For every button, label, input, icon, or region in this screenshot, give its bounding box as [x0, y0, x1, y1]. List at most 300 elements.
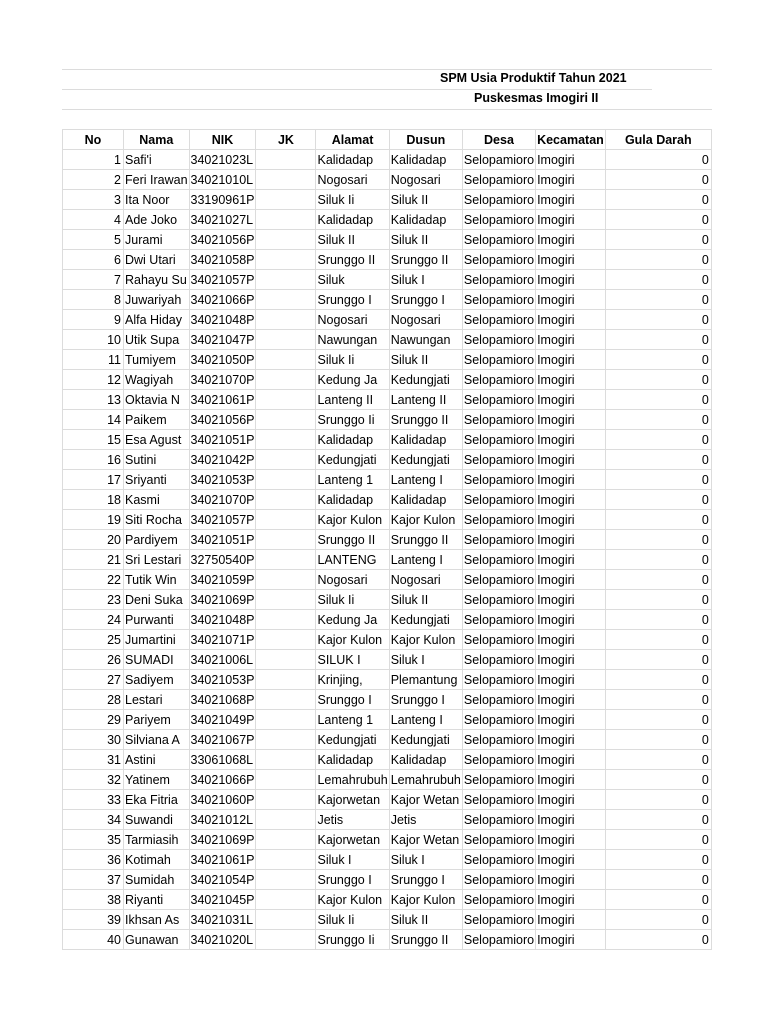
- jk-cell[interactable]: [256, 530, 316, 550]
- desa-cell[interactable]: Selopamioro: [462, 870, 535, 890]
- column-header[interactable]: Alamat: [316, 130, 389, 150]
- name-cell[interactable]: Suwandi: [124, 810, 190, 830]
- desa-cell[interactable]: Selopamioro: [462, 530, 535, 550]
- dusun-cell[interactable]: Lemahrubuh: [389, 770, 462, 790]
- row-number[interactable]: 19: [63, 510, 124, 530]
- alamat-cell[interactable]: Srunggo I: [316, 870, 389, 890]
- desa-cell[interactable]: Selopamioro: [462, 830, 535, 850]
- kecamatan-cell[interactable]: Imogiri: [536, 450, 606, 470]
- gula-darah-cell[interactable]: 0: [605, 570, 711, 590]
- nik-cell[interactable]: 34021042P: [189, 450, 256, 470]
- name-cell[interactable]: Ita Noor: [124, 190, 190, 210]
- dusun-cell[interactable]: Jetis: [389, 810, 462, 830]
- desa-cell[interactable]: Selopamioro: [462, 250, 535, 270]
- dusun-cell[interactable]: Nawungan: [389, 330, 462, 350]
- row-number[interactable]: 14: [63, 410, 124, 430]
- column-header[interactable]: Desa: [462, 130, 535, 150]
- kecamatan-cell[interactable]: Imogiri: [536, 830, 606, 850]
- column-header[interactable]: JK: [256, 130, 316, 150]
- alamat-cell[interactable]: Nawungan: [316, 330, 389, 350]
- gula-darah-cell[interactable]: 0: [605, 230, 711, 250]
- gula-darah-cell[interactable]: 0: [605, 550, 711, 570]
- gula-darah-cell[interactable]: 0: [605, 470, 711, 490]
- nik-cell[interactable]: 34021012L: [189, 810, 256, 830]
- gula-darah-cell[interactable]: 0: [605, 770, 711, 790]
- nik-cell[interactable]: 34021067P: [189, 730, 256, 750]
- alamat-cell[interactable]: Lanteng 1: [316, 470, 389, 490]
- desa-cell[interactable]: Selopamioro: [462, 450, 535, 470]
- desa-cell[interactable]: Selopamioro: [462, 550, 535, 570]
- name-cell[interactable]: Sadiyem: [124, 670, 190, 690]
- column-header[interactable]: No: [63, 130, 124, 150]
- desa-cell[interactable]: Selopamioro: [462, 290, 535, 310]
- alamat-cell[interactable]: Siluk Ii: [316, 190, 389, 210]
- jk-cell[interactable]: [256, 750, 316, 770]
- gula-darah-cell[interactable]: 0: [605, 870, 711, 890]
- dusun-cell[interactable]: Nogosari: [389, 570, 462, 590]
- name-cell[interactable]: Tumiyem: [124, 350, 190, 370]
- row-number[interactable]: 39: [63, 910, 124, 930]
- row-number[interactable]: 40: [63, 930, 124, 950]
- alamat-cell[interactable]: Kajorwetan: [316, 830, 389, 850]
- desa-cell[interactable]: Selopamioro: [462, 710, 535, 730]
- name-cell[interactable]: Safi'i: [124, 150, 190, 170]
- alamat-cell[interactable]: Srunggo Ii: [316, 930, 389, 950]
- desa-cell[interactable]: Selopamioro: [462, 150, 535, 170]
- nik-cell[interactable]: 34021006L: [189, 650, 256, 670]
- row-number[interactable]: 15: [63, 430, 124, 450]
- kecamatan-cell[interactable]: Imogiri: [536, 930, 606, 950]
- dusun-cell[interactable]: Lanteng I: [389, 710, 462, 730]
- name-cell[interactable]: Feri Irawan: [124, 170, 190, 190]
- dusun-cell[interactable]: Srunggo I: [389, 870, 462, 890]
- jk-cell[interactable]: [256, 450, 316, 470]
- jk-cell[interactable]: [256, 270, 316, 290]
- name-cell[interactable]: Dwi Utari: [124, 250, 190, 270]
- nik-cell[interactable]: 34021056P: [189, 410, 256, 430]
- dusun-cell[interactable]: Srunggo II: [389, 530, 462, 550]
- gula-darah-cell[interactable]: 0: [605, 350, 711, 370]
- kecamatan-cell[interactable]: Imogiri: [536, 190, 606, 210]
- nik-cell[interactable]: 34021059P: [189, 570, 256, 590]
- alamat-cell[interactable]: Srunggo I: [316, 290, 389, 310]
- alamat-cell[interactable]: Kajor Kulon: [316, 890, 389, 910]
- desa-cell[interactable]: Selopamioro: [462, 350, 535, 370]
- jk-cell[interactable]: [256, 850, 316, 870]
- kecamatan-cell[interactable]: Imogiri: [536, 790, 606, 810]
- nik-cell[interactable]: 33190961P: [189, 190, 256, 210]
- nik-cell[interactable]: 34021066P: [189, 290, 256, 310]
- jk-cell[interactable]: [256, 390, 316, 410]
- row-number[interactable]: 33: [63, 790, 124, 810]
- nik-cell[interactable]: 34021057P: [189, 270, 256, 290]
- jk-cell[interactable]: [256, 210, 316, 230]
- jk-cell[interactable]: [256, 810, 316, 830]
- nik-cell[interactable]: 34021054P: [189, 870, 256, 890]
- gula-darah-cell[interactable]: 0: [605, 310, 711, 330]
- gula-darah-cell[interactable]: 0: [605, 670, 711, 690]
- dusun-cell[interactable]: Kalidadap: [389, 750, 462, 770]
- kecamatan-cell[interactable]: Imogiri: [536, 750, 606, 770]
- alamat-cell[interactable]: Siluk: [316, 270, 389, 290]
- dusun-cell[interactable]: Srunggo I: [389, 290, 462, 310]
- jk-cell[interactable]: [256, 590, 316, 610]
- alamat-cell[interactable]: Kalidadap: [316, 210, 389, 230]
- name-cell[interactable]: Ade Joko: [124, 210, 190, 230]
- gula-darah-cell[interactable]: 0: [605, 170, 711, 190]
- gula-darah-cell[interactable]: 0: [605, 590, 711, 610]
- kecamatan-cell[interactable]: Imogiri: [536, 730, 606, 750]
- jk-cell[interactable]: [256, 150, 316, 170]
- row-number[interactable]: 9: [63, 310, 124, 330]
- nik-cell[interactable]: 34021056P: [189, 230, 256, 250]
- nik-cell[interactable]: 34021070P: [189, 370, 256, 390]
- gula-darah-cell[interactable]: 0: [605, 790, 711, 810]
- row-number[interactable]: 26: [63, 650, 124, 670]
- column-header[interactable]: Gula Darah: [605, 130, 711, 150]
- alamat-cell[interactable]: Kalidadap: [316, 750, 389, 770]
- name-cell[interactable]: Alfa Hiday: [124, 310, 190, 330]
- name-cell[interactable]: Astini: [124, 750, 190, 770]
- gula-darah-cell[interactable]: 0: [605, 270, 711, 290]
- nik-cell[interactable]: 34021027L: [189, 210, 256, 230]
- nik-cell[interactable]: 34021068P: [189, 690, 256, 710]
- gula-darah-cell[interactable]: 0: [605, 810, 711, 830]
- row-number[interactable]: 28: [63, 690, 124, 710]
- alamat-cell[interactable]: Nogosari: [316, 310, 389, 330]
- jk-cell[interactable]: [256, 470, 316, 490]
- kecamatan-cell[interactable]: Imogiri: [536, 850, 606, 870]
- name-cell[interactable]: Kasmi: [124, 490, 190, 510]
- gula-darah-cell[interactable]: 0: [605, 650, 711, 670]
- desa-cell[interactable]: Selopamioro: [462, 170, 535, 190]
- dusun-cell[interactable]: Siluk II: [389, 590, 462, 610]
- dusun-cell[interactable]: Kajor Wetan: [389, 830, 462, 850]
- jk-cell[interactable]: [256, 610, 316, 630]
- nik-cell[interactable]: 34021048P: [189, 310, 256, 330]
- dusun-cell[interactable]: Srunggo II: [389, 410, 462, 430]
- alamat-cell[interactable]: Kedungjati: [316, 450, 389, 470]
- jk-cell[interactable]: [256, 770, 316, 790]
- desa-cell[interactable]: Selopamioro: [462, 750, 535, 770]
- desa-cell[interactable]: Selopamioro: [462, 610, 535, 630]
- name-cell[interactable]: Silviana A: [124, 730, 190, 750]
- kecamatan-cell[interactable]: Imogiri: [536, 410, 606, 430]
- nik-cell[interactable]: 34021048P: [189, 610, 256, 630]
- row-number[interactable]: 4: [63, 210, 124, 230]
- kecamatan-cell[interactable]: Imogiri: [536, 670, 606, 690]
- jk-cell[interactable]: [256, 170, 316, 190]
- nik-cell[interactable]: 34021057P: [189, 510, 256, 530]
- name-cell[interactable]: Oktavia N: [124, 390, 190, 410]
- name-cell[interactable]: Purwanti: [124, 610, 190, 630]
- row-number[interactable]: 16: [63, 450, 124, 470]
- kecamatan-cell[interactable]: Imogiri: [536, 350, 606, 370]
- desa-cell[interactable]: Selopamioro: [462, 630, 535, 650]
- row-number[interactable]: 20: [63, 530, 124, 550]
- alamat-cell[interactable]: Siluk Ii: [316, 590, 389, 610]
- alamat-cell[interactable]: Nogosari: [316, 170, 389, 190]
- jk-cell[interactable]: [256, 230, 316, 250]
- dusun-cell[interactable]: Kedungjati: [389, 370, 462, 390]
- name-cell[interactable]: Sumidah: [124, 870, 190, 890]
- gula-darah-cell[interactable]: 0: [605, 890, 711, 910]
- kecamatan-cell[interactable]: Imogiri: [536, 470, 606, 490]
- dusun-cell[interactable]: Kajor Kulon: [389, 630, 462, 650]
- jk-cell[interactable]: [256, 910, 316, 930]
- nik-cell[interactable]: 34021060P: [189, 790, 256, 810]
- row-number[interactable]: 35: [63, 830, 124, 850]
- desa-cell[interactable]: Selopamioro: [462, 790, 535, 810]
- jk-cell[interactable]: [256, 790, 316, 810]
- nik-cell[interactable]: 34021051P: [189, 530, 256, 550]
- row-number[interactable]: 24: [63, 610, 124, 630]
- alamat-cell[interactable]: Kajor Kulon: [316, 630, 389, 650]
- alamat-cell[interactable]: LANTENG: [316, 550, 389, 570]
- gula-darah-cell[interactable]: 0: [605, 690, 711, 710]
- row-number[interactable]: 32: [63, 770, 124, 790]
- name-cell[interactable]: Siti Rocha: [124, 510, 190, 530]
- column-header[interactable]: NIK: [189, 130, 256, 150]
- jk-cell[interactable]: [256, 730, 316, 750]
- kecamatan-cell[interactable]: Imogiri: [536, 330, 606, 350]
- name-cell[interactable]: Pardiyem: [124, 530, 190, 550]
- jk-cell[interactable]: [256, 370, 316, 390]
- kecamatan-cell[interactable]: Imogiri: [536, 870, 606, 890]
- name-cell[interactable]: Sutini: [124, 450, 190, 470]
- kecamatan-cell[interactable]: Imogiri: [536, 170, 606, 190]
- desa-cell[interactable]: Selopamioro: [462, 910, 535, 930]
- alamat-cell[interactable]: Krinjing,: [316, 670, 389, 690]
- dusun-cell[interactable]: Kedungjati: [389, 610, 462, 630]
- jk-cell[interactable]: [256, 710, 316, 730]
- jk-cell[interactable]: [256, 310, 316, 330]
- alamat-cell[interactable]: Lanteng 1: [316, 710, 389, 730]
- desa-cell[interactable]: Selopamioro: [462, 270, 535, 290]
- alamat-cell[interactable]: Kajorwetan: [316, 790, 389, 810]
- name-cell[interactable]: Kotimah: [124, 850, 190, 870]
- desa-cell[interactable]: Selopamioro: [462, 590, 535, 610]
- jk-cell[interactable]: [256, 330, 316, 350]
- desa-cell[interactable]: Selopamioro: [462, 810, 535, 830]
- kecamatan-cell[interactable]: Imogiri: [536, 390, 606, 410]
- kecamatan-cell[interactable]: Imogiri: [536, 530, 606, 550]
- name-cell[interactable]: Deni Suka: [124, 590, 190, 610]
- jk-cell[interactable]: [256, 890, 316, 910]
- dusun-cell[interactable]: Siluk II: [389, 350, 462, 370]
- desa-cell[interactable]: Selopamioro: [462, 230, 535, 250]
- row-number[interactable]: 12: [63, 370, 124, 390]
- dusun-cell[interactable]: Siluk II: [389, 230, 462, 250]
- row-number[interactable]: 23: [63, 590, 124, 610]
- jk-cell[interactable]: [256, 570, 316, 590]
- kecamatan-cell[interactable]: Imogiri: [536, 270, 606, 290]
- dusun-cell[interactable]: Siluk II: [389, 190, 462, 210]
- nik-cell[interactable]: 34021066P: [189, 770, 256, 790]
- gula-darah-cell[interactable]: 0: [605, 410, 711, 430]
- desa-cell[interactable]: Selopamioro: [462, 330, 535, 350]
- kecamatan-cell[interactable]: Imogiri: [536, 210, 606, 230]
- alamat-cell[interactable]: Kalidadap: [316, 430, 389, 450]
- alamat-cell[interactable]: Jetis: [316, 810, 389, 830]
- gula-darah-cell[interactable]: 0: [605, 630, 711, 650]
- dusun-cell[interactable]: Kajor Kulon: [389, 890, 462, 910]
- desa-cell[interactable]: Selopamioro: [462, 730, 535, 750]
- name-cell[interactable]: Yatinem: [124, 770, 190, 790]
- jk-cell[interactable]: [256, 490, 316, 510]
- name-cell[interactable]: Sri Lestari: [124, 550, 190, 570]
- kecamatan-cell[interactable]: Imogiri: [536, 770, 606, 790]
- dusun-cell[interactable]: Kalidadap: [389, 210, 462, 230]
- gula-darah-cell[interactable]: 0: [605, 430, 711, 450]
- kecamatan-cell[interactable]: Imogiri: [536, 150, 606, 170]
- gula-darah-cell[interactable]: 0: [605, 910, 711, 930]
- kecamatan-cell[interactable]: Imogiri: [536, 250, 606, 270]
- dusun-cell[interactable]: Siluk I: [389, 650, 462, 670]
- jk-cell[interactable]: [256, 690, 316, 710]
- nik-cell[interactable]: 34021069P: [189, 830, 256, 850]
- dusun-cell[interactable]: Kalidadap: [389, 150, 462, 170]
- desa-cell[interactable]: Selopamioro: [462, 370, 535, 390]
- desa-cell[interactable]: Selopamioro: [462, 490, 535, 510]
- kecamatan-cell[interactable]: Imogiri: [536, 810, 606, 830]
- desa-cell[interactable]: Selopamioro: [462, 930, 535, 950]
- row-number[interactable]: 37: [63, 870, 124, 890]
- row-number[interactable]: 18: [63, 490, 124, 510]
- dusun-cell[interactable]: Nogosari: [389, 170, 462, 190]
- alamat-cell[interactable]: Siluk Ii: [316, 910, 389, 930]
- dusun-cell[interactable]: Kedungjati: [389, 450, 462, 470]
- alamat-cell[interactable]: Srunggo II: [316, 530, 389, 550]
- dusun-cell[interactable]: Kedungjati: [389, 730, 462, 750]
- dusun-cell[interactable]: Plemantung: [389, 670, 462, 690]
- alamat-cell[interactable]: Lanteng II: [316, 390, 389, 410]
- dusun-cell[interactable]: Siluk I: [389, 270, 462, 290]
- dusun-cell[interactable]: Siluk II: [389, 910, 462, 930]
- name-cell[interactable]: Tarmiasih: [124, 830, 190, 850]
- nik-cell[interactable]: 34021069P: [189, 590, 256, 610]
- desa-cell[interactable]: Selopamioro: [462, 510, 535, 530]
- name-cell[interactable]: Eka Fitria: [124, 790, 190, 810]
- alamat-cell[interactable]: Siluk Ii: [316, 350, 389, 370]
- jk-cell[interactable]: [256, 510, 316, 530]
- jk-cell[interactable]: [256, 650, 316, 670]
- jk-cell[interactable]: [256, 550, 316, 570]
- alamat-cell[interactable]: Lemahrubuh: [316, 770, 389, 790]
- alamat-cell[interactable]: Kedung Ja: [316, 370, 389, 390]
- gula-darah-cell[interactable]: 0: [605, 190, 711, 210]
- alamat-cell[interactable]: Kalidadap: [316, 150, 389, 170]
- dusun-cell[interactable]: Srunggo II: [389, 930, 462, 950]
- jk-cell[interactable]: [256, 190, 316, 210]
- desa-cell[interactable]: Selopamioro: [462, 850, 535, 870]
- kecamatan-cell[interactable]: Imogiri: [536, 910, 606, 930]
- row-number[interactable]: 5: [63, 230, 124, 250]
- name-cell[interactable]: Pariyem: [124, 710, 190, 730]
- desa-cell[interactable]: Selopamioro: [462, 430, 535, 450]
- alamat-cell[interactable]: Kajor Kulon: [316, 510, 389, 530]
- gula-darah-cell[interactable]: 0: [605, 150, 711, 170]
- row-number[interactable]: 8: [63, 290, 124, 310]
- dusun-cell[interactable]: Lanteng I: [389, 550, 462, 570]
- name-cell[interactable]: Juwariyah: [124, 290, 190, 310]
- desa-cell[interactable]: Selopamioro: [462, 410, 535, 430]
- alamat-cell[interactable]: Siluk II: [316, 230, 389, 250]
- nik-cell[interactable]: 34021061P: [189, 390, 256, 410]
- name-cell[interactable]: Wagiyah: [124, 370, 190, 390]
- nik-cell[interactable]: 34021010L: [189, 170, 256, 190]
- nik-cell[interactable]: 34021061P: [189, 850, 256, 870]
- name-cell[interactable]: Paikem: [124, 410, 190, 430]
- column-header[interactable]: Kecamatan: [536, 130, 606, 150]
- nik-cell[interactable]: 34021070P: [189, 490, 256, 510]
- gula-darah-cell[interactable]: 0: [605, 330, 711, 350]
- name-cell[interactable]: Jumartini: [124, 630, 190, 650]
- gula-darah-cell[interactable]: 0: [605, 930, 711, 950]
- nik-cell[interactable]: 34021071P: [189, 630, 256, 650]
- row-number[interactable]: 22: [63, 570, 124, 590]
- jk-cell[interactable]: [256, 630, 316, 650]
- jk-cell[interactable]: [256, 670, 316, 690]
- nik-cell[interactable]: 34021051P: [189, 430, 256, 450]
- desa-cell[interactable]: Selopamioro: [462, 310, 535, 330]
- nik-cell[interactable]: 34021053P: [189, 670, 256, 690]
- desa-cell[interactable]: Selopamioro: [462, 190, 535, 210]
- dusun-cell[interactable]: Srunggo II: [389, 250, 462, 270]
- kecamatan-cell[interactable]: Imogiri: [536, 230, 606, 250]
- kecamatan-cell[interactable]: Imogiri: [536, 290, 606, 310]
- gula-darah-cell[interactable]: 0: [605, 730, 711, 750]
- kecamatan-cell[interactable]: Imogiri: [536, 370, 606, 390]
- nik-cell[interactable]: 34021031L: [189, 910, 256, 930]
- gula-darah-cell[interactable]: 0: [605, 370, 711, 390]
- alamat-cell[interactable]: Kalidadap: [316, 490, 389, 510]
- row-number[interactable]: 17: [63, 470, 124, 490]
- name-cell[interactable]: Utik Supa: [124, 330, 190, 350]
- jk-cell[interactable]: [256, 870, 316, 890]
- row-number[interactable]: 2: [63, 170, 124, 190]
- nik-cell[interactable]: 34021045P: [189, 890, 256, 910]
- name-cell[interactable]: Riyanti: [124, 890, 190, 910]
- kecamatan-cell[interactable]: Imogiri: [536, 710, 606, 730]
- alamat-cell[interactable]: Nogosari: [316, 570, 389, 590]
- jk-cell[interactable]: [256, 250, 316, 270]
- name-cell[interactable]: Esa Agust: [124, 430, 190, 450]
- kecamatan-cell[interactable]: Imogiri: [536, 650, 606, 670]
- row-number[interactable]: 29: [63, 710, 124, 730]
- jk-cell[interactable]: [256, 410, 316, 430]
- nik-cell[interactable]: 33061068L: [189, 750, 256, 770]
- nik-cell[interactable]: 34021047P: [189, 330, 256, 350]
- row-number[interactable]: 34: [63, 810, 124, 830]
- alamat-cell[interactable]: SILUK I: [316, 650, 389, 670]
- name-cell[interactable]: Lestari: [124, 690, 190, 710]
- jk-cell[interactable]: [256, 930, 316, 950]
- kecamatan-cell[interactable]: Imogiri: [536, 570, 606, 590]
- row-number[interactable]: 3: [63, 190, 124, 210]
- gula-darah-cell[interactable]: 0: [605, 850, 711, 870]
- desa-cell[interactable]: Selopamioro: [462, 470, 535, 490]
- desa-cell[interactable]: Selopamioro: [462, 690, 535, 710]
- dusun-cell[interactable]: Kalidadap: [389, 490, 462, 510]
- name-cell[interactable]: Sriyanti: [124, 470, 190, 490]
- gula-darah-cell[interactable]: 0: [605, 510, 711, 530]
- column-header[interactable]: Nama: [124, 130, 190, 150]
- gula-darah-cell[interactable]: 0: [605, 710, 711, 730]
- gula-darah-cell[interactable]: 0: [605, 490, 711, 510]
- column-header[interactable]: Dusun: [389, 130, 462, 150]
- kecamatan-cell[interactable]: Imogiri: [536, 630, 606, 650]
